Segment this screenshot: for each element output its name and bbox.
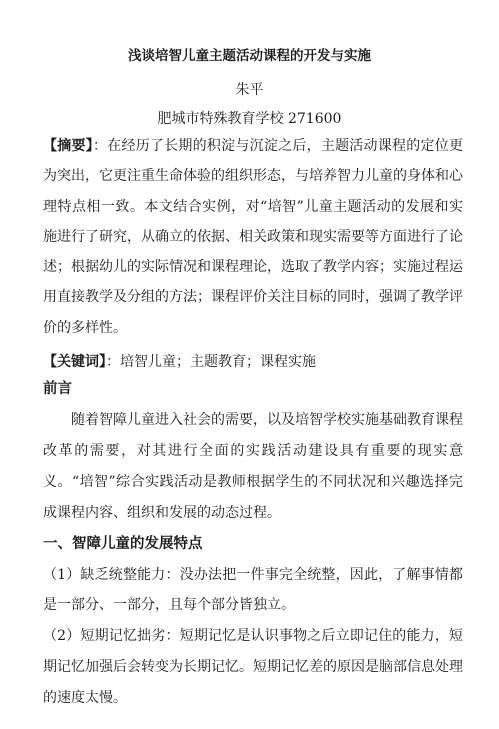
keywords-label: 【关键词】 [43,354,106,370]
author-name: 朱平 [235,82,264,98]
abstract-paragraph [43,131,463,343]
foreword-paragraph: 随着智障儿童进入社会的需要，以及培智学校实施基础教育课程改革的需要，对其进行全面的实践活动建设具有重要的现实意义。“培智”综合实践活动是教师根据学生的不同状况和兴趣选择完成课程内容、组织和发展的动态过程。 [43,412,463,521]
keywords-paragraph [43,347,463,377]
list-item: （2）短期记忆拙劣：短期记忆是认识事物之后立即记住的能力，短期记忆加强后会转变为长期记忆。短期记忆差的原因是脑部信息处理的速度太慢。 [43,628,463,706]
list-item: （1）缺乏统整能力：没办法把一件事完全统整，因此，了解事情都是一部分、一部分，且每个部分皆独立。 [43,567,463,613]
author-affiliation: 肥城市特殊教育学校 271600 [157,111,342,127]
abstract-label: 【摘要】 [43,138,93,154]
foreword-heading: 前言 [43,380,72,397]
keywords-text: ：培智儿童；主题教育；课程实施 [106,354,316,370]
section-heading: 一、智障儿童的发展特点 [43,535,203,552]
paper-title: 浅谈培智儿童主题活动课程的开发与实施 [128,48,371,64]
abstract-text: ：在经历了长期的积淀与沉淀之后，主题活动课程的定位更为突出，它更注重生命体验的组织形态，与培养智力儿童的身体和心理特点相一致。本文结合实例，对“培智”儿童主题活动的发展和实施进行了研究，从确立的依据、相关政策和现实需要等方面进行了论述；根据幼儿的实际情况和课程理论，选取了教学内容；实施过程运用直接教学及分组的方法；课程评价关注目标的同时，强调了教学评价的多样性。 [43,138,464,336]
